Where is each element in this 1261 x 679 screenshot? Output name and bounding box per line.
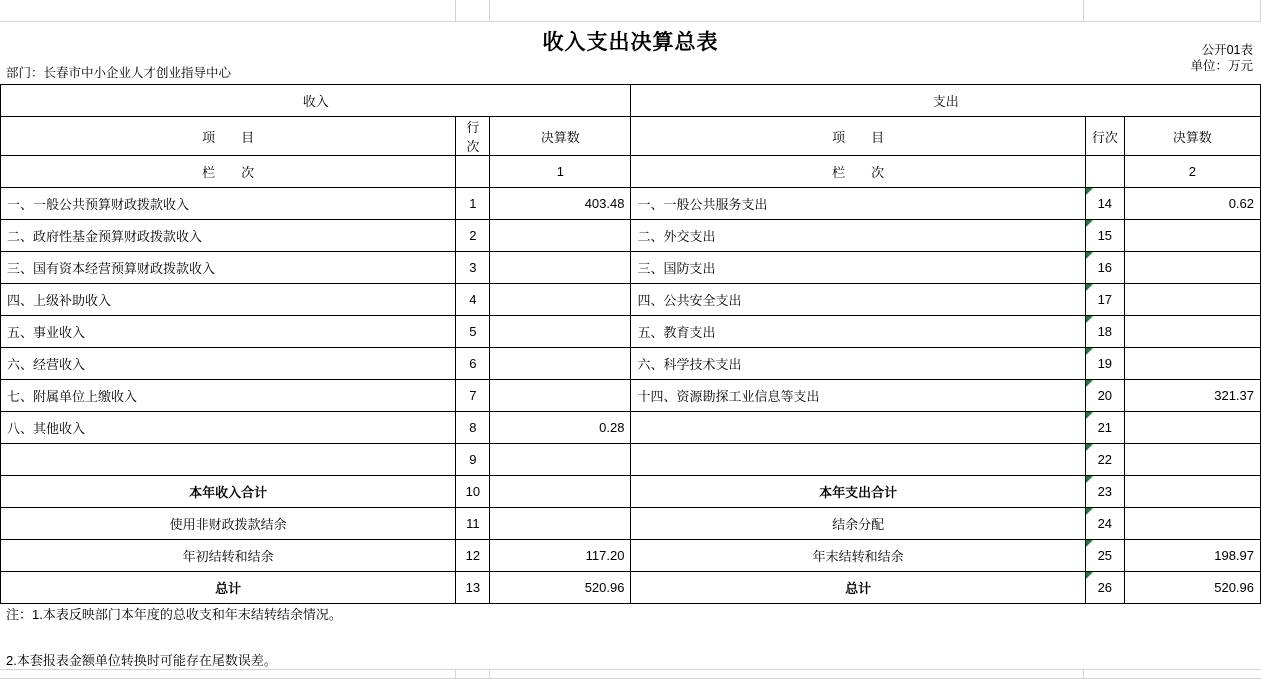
row-income-item: 七、附属单位上缴收入 [1, 380, 456, 412]
row-income-item [1, 444, 456, 476]
row-income-value [490, 284, 631, 316]
row-expense-line-no: 26 [1085, 572, 1124, 604]
row-expense-line-no: 19 [1085, 348, 1124, 380]
form-meta [1190, 42, 1253, 74]
grid-line-col-a [455, 0, 456, 21]
row-income-item: 八、其他收入 [1, 412, 456, 444]
row-income-line-no: 3 [456, 252, 490, 284]
row-expense-line-no: 23 [1085, 476, 1124, 508]
row-income-value [490, 220, 631, 252]
row-expense-item: 十四、资源勘探工业信息等支出 [631, 380, 1085, 412]
table-row [1, 252, 1261, 284]
table-row [1, 540, 1261, 572]
column-index-label-income: 栏 次 [1, 156, 456, 188]
row-expense-value [1124, 220, 1260, 252]
amount-unit: 单位：万元 [1190, 59, 1253, 73]
department-label: 部门： [6, 66, 44, 80]
table-row [1, 572, 1261, 604]
grid-line-col-b [489, 0, 490, 21]
table-body [1, 85, 1261, 604]
budget-summary-table [0, 84, 1261, 604]
header-income-item: 项 目 [1, 117, 456, 156]
row-income-line-no: 9 [456, 444, 490, 476]
row-income-item: 本年收入合计 [1, 476, 456, 508]
department-name: 长春市中小企业人才创业指导中心 [43, 66, 232, 80]
row-income-line-no: 13 [456, 572, 490, 604]
header-expense-line-no: 行次 [1085, 117, 1124, 156]
row-expense-item: 六、科学技术支出 [631, 348, 1085, 380]
row-expense-item: 二、外交支出 [631, 220, 1085, 252]
note-line-2: 2.本套报表金额单位转换时可能存在尾数误差。 [6, 653, 277, 668]
row-expense-item: 三、国防支出 [631, 252, 1085, 284]
column-header-row [1, 117, 1261, 156]
row-income-value: 0.28 [490, 412, 631, 444]
row-income-item: 六、经营收入 [1, 348, 456, 380]
row-expense-value [1124, 412, 1260, 444]
row-expense-item [631, 444, 1085, 476]
row-expense-line-no: 25 [1085, 540, 1124, 572]
row-income-line-no: 5 [456, 316, 490, 348]
row-income-item: 总计 [1, 572, 456, 604]
row-income-line-no: 8 [456, 412, 490, 444]
row-expense-value: 0.62 [1124, 188, 1260, 220]
grid-line-col-c-bottom [1083, 669, 1084, 679]
table-row [1, 380, 1261, 412]
row-expense-line-no: 17 [1085, 284, 1124, 316]
row-expense-line-no: 14 [1085, 188, 1124, 220]
row-income-line-no: 4 [456, 284, 490, 316]
grid-line-col-c [1083, 0, 1084, 21]
row-income-line-no: 2 [456, 220, 490, 252]
column-index-blank-expense [1085, 156, 1124, 188]
row-expense-value: 321.37 [1124, 380, 1260, 412]
header-income-line-no: 行次 [456, 117, 490, 156]
row-expense-item: 一、一般公共服务支出 [631, 188, 1085, 220]
row-income-line-no: 1 [456, 188, 490, 220]
row-income-value: 520.96 [490, 572, 631, 604]
row-income-value [490, 380, 631, 412]
row-income-line-no: 6 [456, 348, 490, 380]
row-expense-item: 四、公共安全支出 [631, 284, 1085, 316]
row-expense-value [1124, 348, 1260, 380]
column-index-row [1, 156, 1261, 188]
row-expense-value [1124, 476, 1260, 508]
row-income-item: 使用非财政拨款结余 [1, 508, 456, 540]
row-expense-line-no: 16 [1085, 252, 1124, 284]
row-income-line-no: 11 [456, 508, 490, 540]
table-row [1, 412, 1261, 444]
column-index-blank-income [456, 156, 490, 188]
row-income-line-no: 10 [456, 476, 490, 508]
row-expense-value: 520.96 [1124, 572, 1260, 604]
table-row [1, 316, 1261, 348]
page-title: 收入支出决算总表 [542, 31, 719, 54]
row-income-item: 二、政府性基金预算财政拨款收入 [1, 220, 456, 252]
row-expense-value [1124, 444, 1260, 476]
row-expense-line-no: 22 [1085, 444, 1124, 476]
table-row [1, 348, 1261, 380]
row-income-value [490, 348, 631, 380]
group-header-income: 收入 [1, 85, 631, 117]
row-expense-value [1124, 508, 1260, 540]
row-expense-item: 总计 [631, 572, 1085, 604]
row-income-value [490, 444, 631, 476]
row-income-item: 三、国有资本经营预算财政拨款收入 [1, 252, 456, 284]
row-income-item: 一、一般公共预算财政拨款收入 [1, 188, 456, 220]
row-expense-item: 结余分配 [631, 508, 1085, 540]
table-row [1, 476, 1261, 508]
row-expense-item: 本年支出合计 [631, 476, 1085, 508]
table-row [1, 220, 1261, 252]
row-income-value: 117.20 [490, 540, 631, 572]
column-index-expense: 2 [1124, 156, 1260, 188]
row-income-item: 年初结转和结余 [1, 540, 456, 572]
row-income-item: 五、事业收入 [1, 316, 456, 348]
table-row [1, 284, 1261, 316]
department-line [6, 63, 231, 81]
header-expense-item: 项 目 [631, 117, 1085, 156]
row-expense-value [1124, 252, 1260, 284]
row-income-item: 四、上级补助收入 [1, 284, 456, 316]
header-expense-final-amount: 决算数 [1124, 117, 1260, 156]
row-income-value [490, 508, 631, 540]
row-expense-item [631, 412, 1085, 444]
grid-line-col-b-bottom [489, 669, 490, 679]
grid-line-row-bottom [0, 669, 1261, 670]
row-expense-value: 198.97 [1124, 540, 1260, 572]
group-header-row [1, 85, 1261, 117]
row-expense-line-no: 18 [1085, 316, 1124, 348]
row-expense-line-no: 15 [1085, 220, 1124, 252]
row-expense-value [1124, 316, 1260, 348]
grid-line-top [0, 21, 1261, 22]
row-income-value [490, 316, 631, 348]
row-expense-item: 五、教育支出 [631, 316, 1085, 348]
group-header-expense: 支出 [631, 85, 1261, 117]
row-income-value: 403.48 [490, 188, 631, 220]
grid-line-col-a-bottom [455, 669, 456, 679]
table-row [1, 444, 1261, 476]
row-expense-line-no: 24 [1085, 508, 1124, 540]
row-expense-item: 年末结转和结余 [631, 540, 1085, 572]
row-income-value [490, 476, 631, 508]
row-expense-value [1124, 284, 1260, 316]
row-expense-line-no: 21 [1085, 412, 1124, 444]
column-index-income: 1 [490, 156, 631, 188]
header-income-final-amount: 决算数 [490, 117, 631, 156]
form-code: 公开01表 [1201, 43, 1253, 57]
note-line-1: 注：1.本表反映部门本年度的总收支和年末结转结余情况。 [6, 607, 342, 622]
row-income-line-no: 12 [456, 540, 490, 572]
row-expense-line-no: 20 [1085, 380, 1124, 412]
row-income-line-no: 7 [456, 380, 490, 412]
table-row [1, 188, 1261, 220]
table-row [1, 508, 1261, 540]
column-index-label-expense: 栏 次 [631, 156, 1085, 188]
row-income-value [490, 252, 631, 284]
